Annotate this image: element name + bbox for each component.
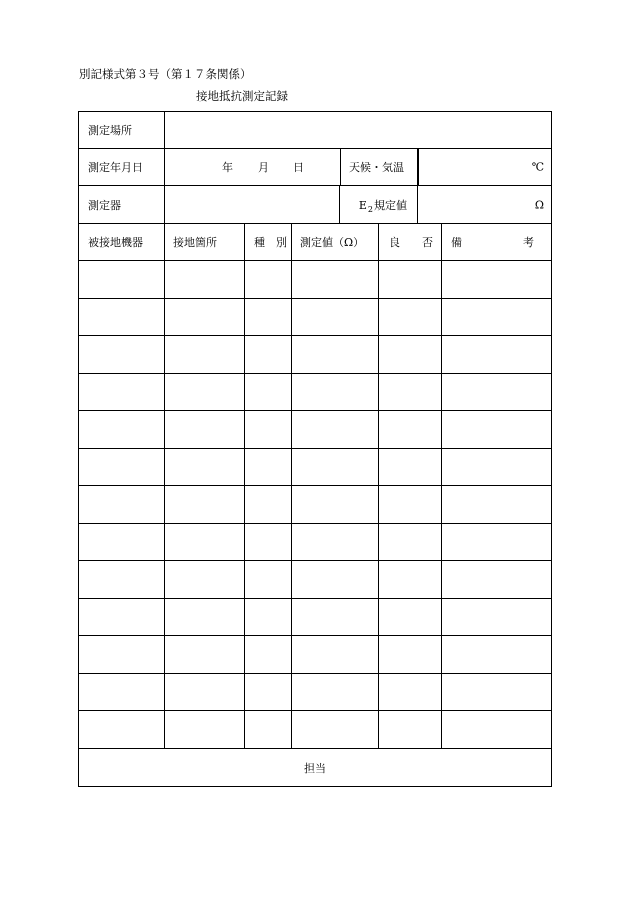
cell-measured-value[interactable]	[292, 486, 379, 523]
temp-unit: ℃	[531, 160, 544, 174]
cell-type[interactable]	[245, 261, 292, 298]
instrument-field[interactable]	[165, 186, 340, 223]
cell-type[interactable]	[245, 411, 292, 448]
cell-type[interactable]	[245, 599, 292, 636]
person-label: 担当	[304, 761, 326, 775]
place-field[interactable]	[165, 112, 551, 148]
cell-pass-fail[interactable]	[379, 336, 442, 373]
spec-label: $E_2$規定値	[358, 198, 407, 214]
col-header-type: 種 別	[245, 224, 292, 260]
place-label: 測定場所	[88, 124, 132, 137]
cell-grounding-point[interactable]	[165, 336, 245, 373]
cell-pass-fail[interactable]	[379, 561, 442, 598]
cell-pass-fail[interactable]	[379, 261, 442, 298]
cell-measured-value[interactable]	[292, 374, 379, 411]
table-row	[79, 561, 551, 599]
col-header-measured-value: 測定値（Ω）	[292, 224, 379, 260]
date-label-cell	[79, 149, 165, 185]
cell-remarks[interactable]	[442, 674, 551, 711]
cell-measured-value[interactable]	[292, 599, 379, 636]
weather-label-cell	[340, 149, 418, 185]
cell-pass-fail[interactable]	[379, 449, 442, 486]
cell-type[interactable]	[245, 674, 292, 711]
col-header-grounded-device: 被接地機器	[79, 224, 165, 260]
cell-pass-fail[interactable]	[379, 524, 442, 561]
temperature-field[interactable]	[418, 149, 551, 185]
cell-type[interactable]	[245, 336, 292, 373]
place-label-cell	[79, 112, 165, 148]
cell-grounded-device[interactable]	[79, 336, 165, 373]
cell-pass-fail[interactable]	[379, 599, 442, 636]
cell-grounding-point[interactable]	[165, 599, 245, 636]
cell-measured-value[interactable]	[292, 711, 379, 748]
cell-grounding-point[interactable]	[165, 486, 245, 523]
cell-grounding-point[interactable]	[165, 299, 245, 336]
cell-type[interactable]	[245, 374, 292, 411]
date-label: 測定年月日	[88, 161, 143, 174]
cell-remarks[interactable]	[442, 636, 551, 673]
table-row	[79, 674, 551, 712]
table-row	[79, 636, 551, 674]
date-year-unit: 年	[222, 161, 233, 174]
record-sheet	[78, 111, 552, 787]
cell-grounding-point[interactable]	[165, 636, 245, 673]
cell-pass-fail[interactable]	[379, 636, 442, 673]
cell-grounded-device[interactable]	[79, 486, 165, 523]
cell-grounding-point[interactable]	[165, 374, 245, 411]
col-header-grounding-point: 接地箇所	[165, 224, 245, 260]
table-row	[79, 299, 551, 337]
cell-measured-value[interactable]	[292, 261, 379, 298]
table-row	[79, 599, 551, 637]
cell-grounding-point[interactable]	[165, 711, 245, 748]
cell-measured-value[interactable]	[292, 674, 379, 711]
cell-remarks[interactable]	[442, 561, 551, 598]
cell-grounding-point[interactable]	[165, 674, 245, 711]
cell-grounding-point[interactable]	[165, 561, 245, 598]
cell-remarks[interactable]	[442, 299, 551, 336]
weather-label: 天候・気温	[349, 161, 404, 174]
ohm-unit: Ω	[534, 198, 544, 211]
cell-type[interactable]	[245, 449, 292, 486]
column-header-row	[79, 224, 551, 261]
cell-remarks[interactable]	[442, 524, 551, 561]
form-number: 別記様式第３号（第１７条関係）	[79, 67, 252, 81]
cell-grounded-device[interactable]	[79, 674, 165, 711]
cell-type[interactable]	[245, 299, 292, 336]
cell-measured-value[interactable]	[292, 299, 379, 336]
table-row	[79, 711, 551, 749]
cell-grounded-device[interactable]	[79, 636, 165, 673]
cell-remarks[interactable]	[442, 486, 551, 523]
cell-grounded-device[interactable]	[79, 261, 165, 298]
cell-remarks[interactable]	[442, 449, 551, 486]
table-row	[79, 486, 551, 524]
table-row	[79, 449, 551, 487]
col-header-remarks: 備 考	[451, 236, 534, 249]
cell-grounding-point[interactable]	[165, 449, 245, 486]
table-row	[79, 336, 551, 374]
cell-measured-value[interactable]	[292, 449, 379, 486]
place-row	[79, 112, 551, 149]
cell-grounded-device[interactable]	[79, 561, 165, 598]
cell-grounded-device[interactable]	[79, 711, 165, 748]
cell-measured-value[interactable]	[292, 561, 379, 598]
table-row	[79, 261, 551, 299]
cell-remarks[interactable]	[442, 411, 551, 448]
form-title: 接地抵抗測定記録	[196, 89, 288, 103]
cell-grounded-device[interactable]	[79, 599, 165, 636]
date-month-unit: 月	[258, 161, 269, 174]
cell-remarks[interactable]	[442, 336, 551, 373]
cell-remarks[interactable]	[442, 374, 551, 411]
col-header-pass-fail: 良 否	[379, 224, 442, 260]
spec-label-cell	[340, 186, 418, 223]
cell-remarks[interactable]	[442, 711, 551, 748]
cell-type[interactable]	[245, 711, 292, 748]
instrument-label-cell	[79, 186, 165, 223]
cell-pass-fail[interactable]	[379, 411, 442, 448]
table-row	[79, 524, 551, 562]
cell-grounded-device[interactable]	[79, 524, 165, 561]
cell-grounded-device[interactable]	[79, 299, 165, 336]
cell-grounded-device[interactable]	[79, 449, 165, 486]
table-row	[79, 411, 551, 449]
cell-pass-fail[interactable]	[379, 374, 442, 411]
cell-grounding-point[interactable]	[165, 261, 245, 298]
date-day-unit: 日	[293, 161, 304, 174]
spec-value-field[interactable]	[418, 186, 551, 223]
cell-type[interactable]	[245, 486, 292, 523]
cell-measured-value[interactable]	[292, 636, 379, 673]
cell-remarks[interactable]	[442, 599, 551, 636]
cell-pass-fail[interactable]	[379, 486, 442, 523]
cell-grounding-point[interactable]	[165, 524, 245, 561]
person-field[interactable]	[79, 749, 551, 786]
cell-type[interactable]	[245, 524, 292, 561]
cell-measured-value[interactable]	[292, 524, 379, 561]
cell-grounded-device[interactable]	[79, 411, 165, 448]
cell-measured-value[interactable]	[292, 336, 379, 373]
date-row	[79, 149, 551, 186]
cell-measured-value[interactable]	[292, 411, 379, 448]
cell-type[interactable]	[245, 561, 292, 598]
cell-grounding-point[interactable]	[165, 411, 245, 448]
table-row	[79, 374, 551, 412]
cell-grounded-device[interactable]	[79, 374, 165, 411]
cell-pass-fail[interactable]	[379, 711, 442, 748]
instrument-label: 測定器	[88, 198, 121, 212]
instrument-row	[79, 186, 551, 224]
cell-pass-fail[interactable]	[379, 674, 442, 711]
cell-remarks[interactable]	[442, 261, 551, 298]
cell-pass-fail[interactable]	[379, 299, 442, 336]
cell-type[interactable]	[245, 636, 292, 673]
person-row	[79, 749, 551, 786]
